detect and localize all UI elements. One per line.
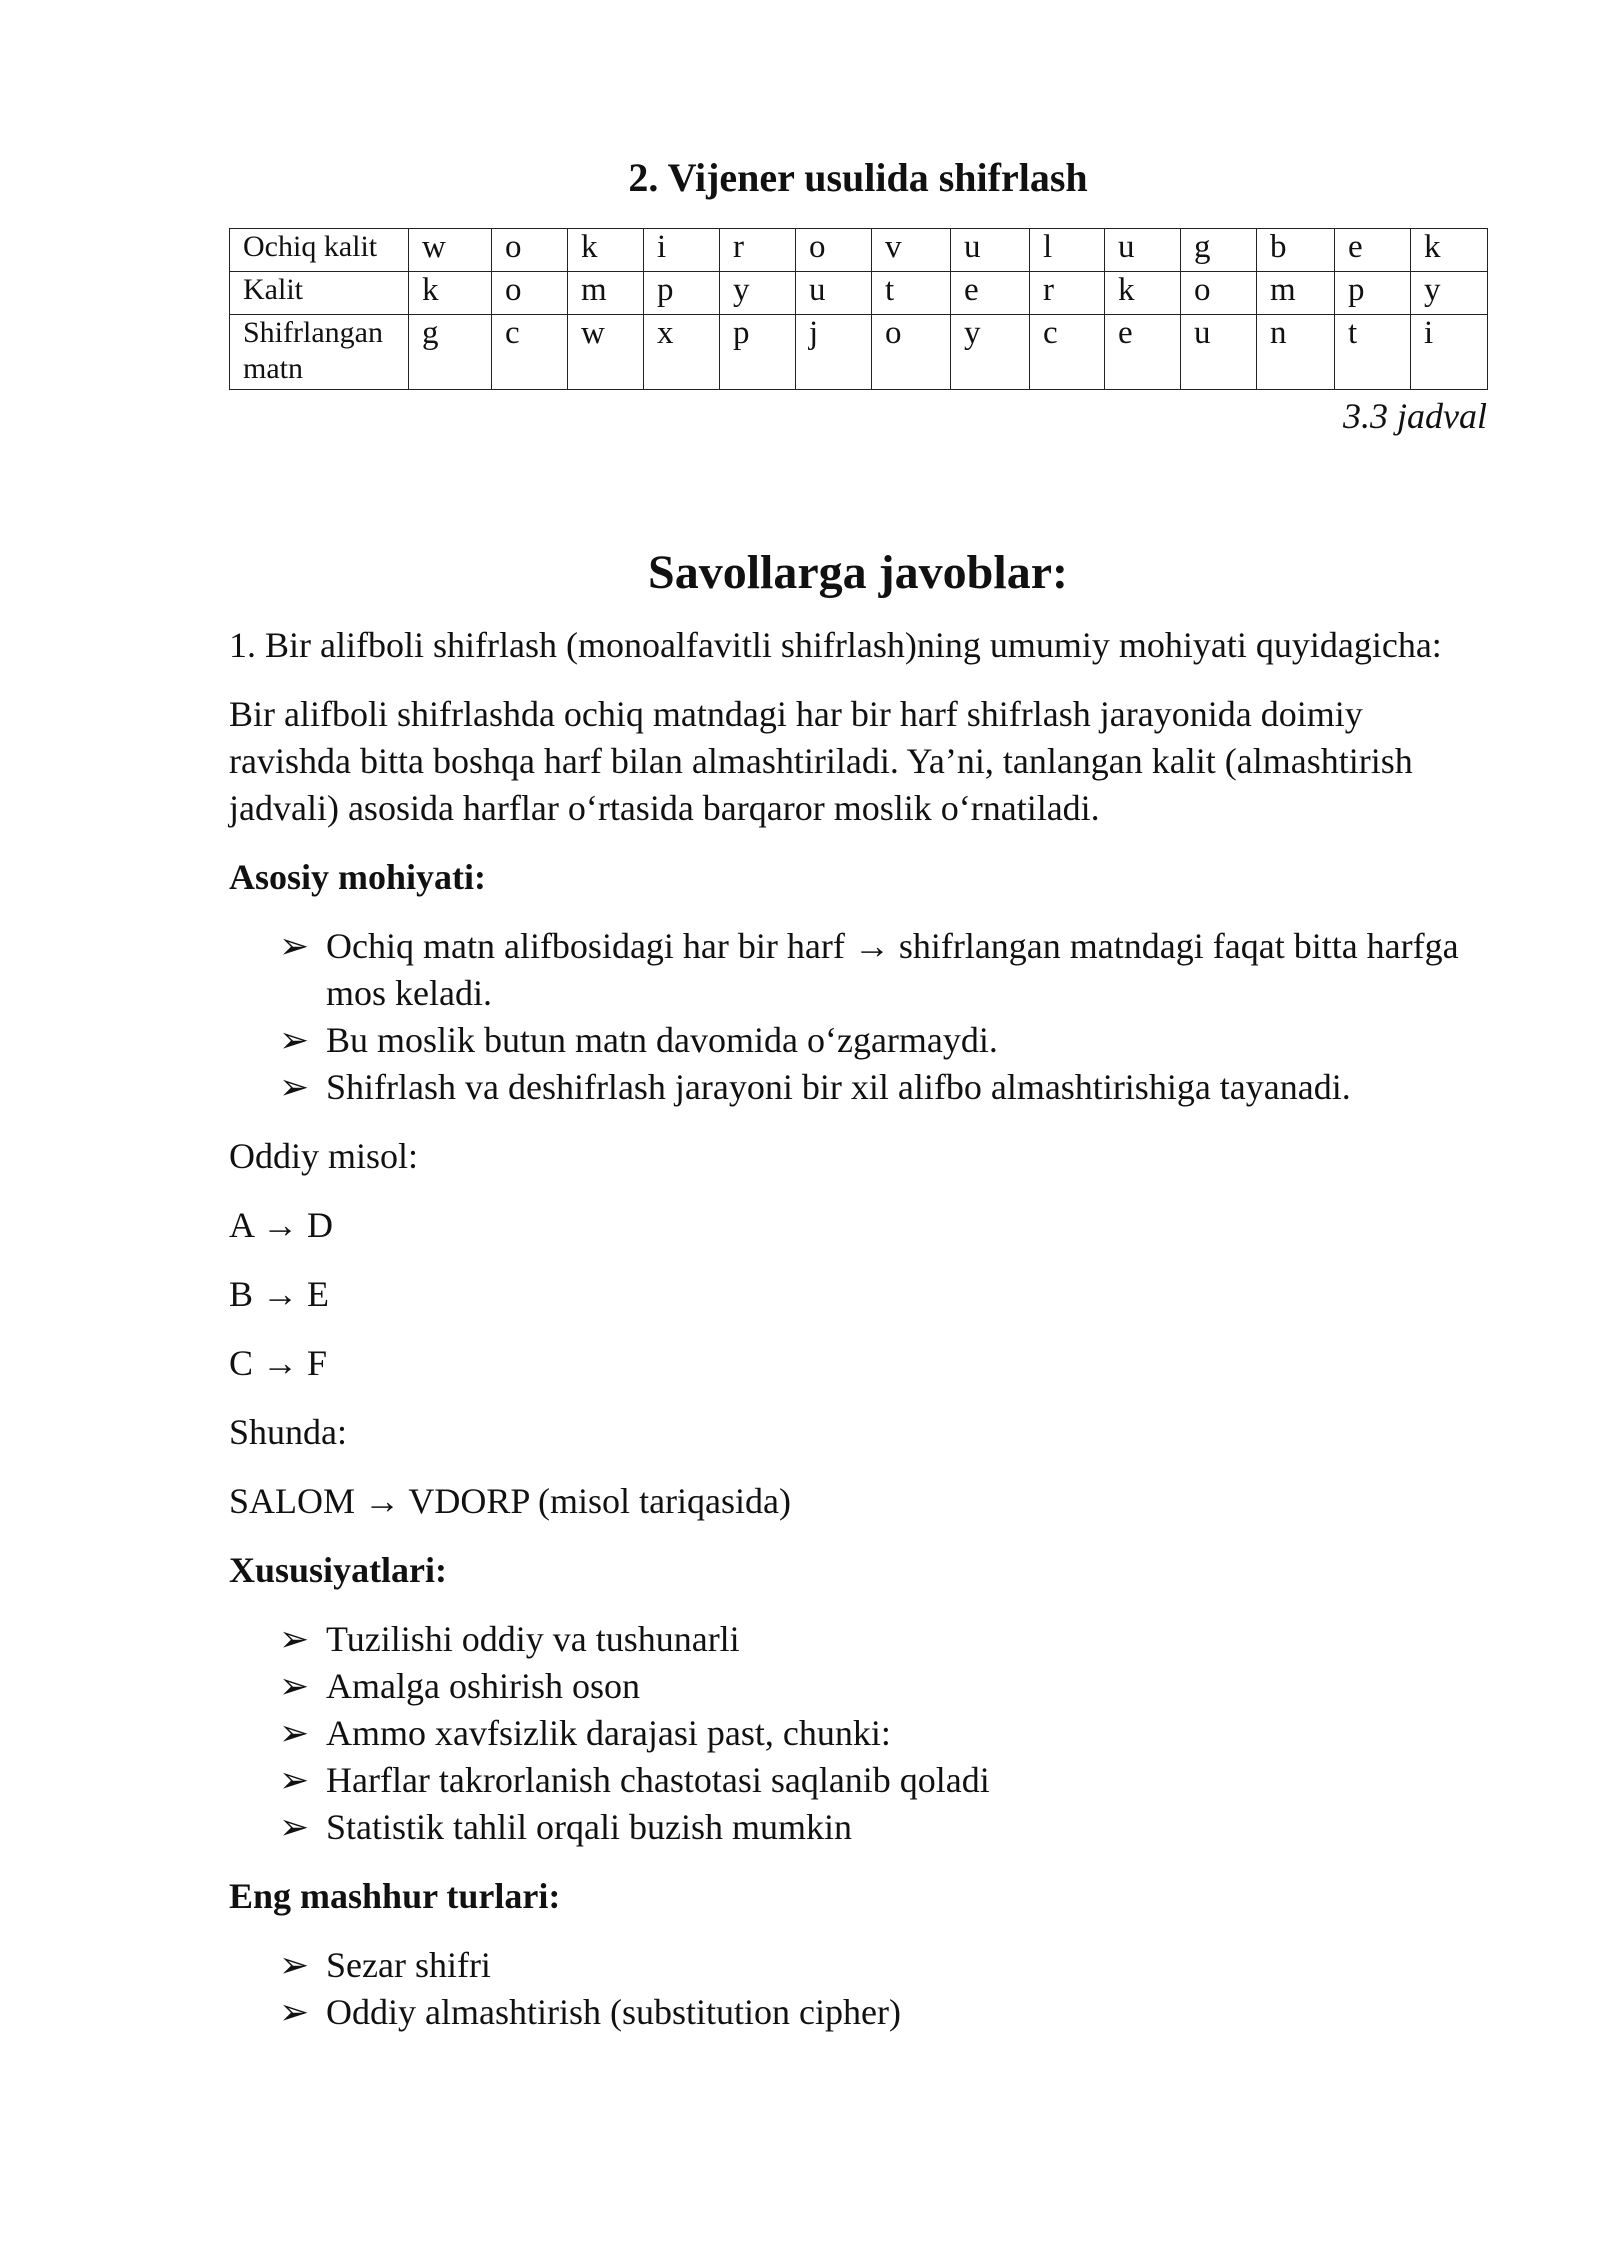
table-cell: n [1257, 315, 1335, 390]
table-cell: e [1335, 229, 1411, 272]
definition-paragraph: Bir alifboli shifrlashda ochiq matndagi har bir harf shifrlash jarayonida doimiy ravishda bitta boshqa harf bilan almashtiriladi. Ya’ni, tanlangan kalit (almashtirish jadvali) asosida harflar o‘rtasida barqaror moslik o‘rnatiladi. [229, 694, 1413, 828]
table-cell: b [1257, 229, 1335, 272]
table-cell: l [1030, 229, 1105, 272]
arrow-bullet-icon: ➢ [279, 1992, 310, 2032]
answer-body [229, 622, 1487, 2058]
table-cell: p [644, 272, 720, 315]
table-cell: j [796, 315, 872, 390]
example-line: A → D [229, 1205, 334, 1245]
list-item-text: Amalga oshirish oson [326, 1666, 640, 1706]
table-cell: o [492, 272, 568, 315]
essence-heading: Asosiy mohiyati: [229, 857, 487, 897]
table-cell: k [409, 272, 492, 315]
table-cell: o [872, 315, 951, 390]
properties-list [229, 1616, 1487, 1851]
table-cell: w [568, 315, 644, 390]
arrow-bullet-icon: ➢ [279, 926, 310, 966]
example-result: SALOM → VDORP (misol tariqasida) [229, 1481, 791, 1521]
table-cell: i [644, 229, 720, 272]
table-cell: g [409, 315, 492, 390]
table-cell: e [1105, 315, 1181, 390]
intro-paragraph: 1. Bir alifboli shifrlash (monoalfavitli shifrlash)ning umumiy mohiyati quyidagicha: [229, 625, 1442, 665]
table-cell: i [1411, 315, 1488, 390]
table-cell: x [644, 315, 720, 390]
arrow-bullet-icon: ➢ [279, 1713, 310, 1753]
list-item [279, 1942, 1487, 1989]
list-item [279, 1804, 1487, 1851]
table-cell: t [872, 272, 951, 315]
table-cell: g [1181, 229, 1257, 272]
table-cell: u [796, 272, 872, 315]
table-cell: w [409, 229, 492, 272]
table-cell: m [1257, 272, 1335, 315]
list-item [279, 1710, 1487, 1757]
list-item-text: Statistik tahlil orqali buzish mumkin [326, 1807, 852, 1847]
vigenere-table [229, 228, 1488, 390]
table-row [230, 229, 1488, 272]
table-cell: u [1105, 229, 1181, 272]
arrow-bullet-icon: ➢ [279, 1067, 310, 1107]
list-item-text: Ochiq matn alifbosidagi har bir harf → shifrlangan matndagi faqat bitta harfga mos keladi. [326, 926, 1459, 1013]
list-item-text: Oddiy almashtirish (substitution cipher) [326, 1992, 901, 2032]
table-cell: k [568, 229, 644, 272]
table-cell: k [1411, 229, 1488, 272]
table-cell: r [720, 229, 796, 272]
table-row [230, 272, 1488, 315]
table-cell: c [1030, 315, 1105, 390]
arrow-bullet-icon: ➢ [279, 1020, 310, 1060]
list-item [279, 923, 1487, 1017]
table-cell: y [951, 315, 1030, 390]
row-label: Ochiq kalit [230, 229, 409, 272]
example-line: C → F [229, 1343, 328, 1383]
list-item [279, 1064, 1487, 1111]
list-item-text: Ammo xavfsizlik darajasi past, chunki: [326, 1713, 891, 1753]
list-item [279, 1757, 1487, 1804]
example-line: B → E [229, 1274, 330, 1314]
table-cell: t [1335, 315, 1411, 390]
essence-list [229, 923, 1487, 1111]
list-item-text: Shifrlash va deshifrlash jarayoni bir xil alifbo almashtirishiga tayanadi. [326, 1067, 1351, 1107]
table-cell: m [568, 272, 644, 315]
table-cell: v [872, 229, 951, 272]
properties-heading: Xususiyatlari: [229, 1550, 448, 1590]
arrow-bullet-icon: ➢ [279, 1760, 310, 1800]
list-item-text: Sezar shifri [326, 1945, 491, 1985]
row-label: Shifrlangan matn [230, 315, 409, 390]
row-label: Kalit [230, 272, 409, 315]
table-cell: c [492, 315, 568, 390]
arrow-bullet-icon: ➢ [279, 1666, 310, 1706]
arrow-bullet-icon: ➢ [279, 1945, 310, 1985]
table-cell: k [1105, 272, 1181, 315]
arrow-bullet-icon: ➢ [279, 1619, 310, 1659]
list-item [279, 1616, 1487, 1663]
list-item-text: Harflar takrorlanish chastotasi saqlanib qoladi [326, 1760, 990, 1800]
list-item [279, 1989, 1487, 2036]
list-item [279, 1663, 1487, 1710]
section-title: 2. Vijener usulida shifrlash [628, 155, 1088, 200]
arrow-bullet-icon: ➢ [279, 1807, 310, 1847]
table-caption: 3.3 jadval [1343, 396, 1487, 436]
answers-title: Savollarga javoblar: [648, 546, 1068, 599]
table-cell: o [1181, 272, 1257, 315]
table-cell: u [951, 229, 1030, 272]
table-cell: o [796, 229, 872, 272]
list-item-text: Bu moslik butun matn davomida o‘zgarmaydi. [326, 1020, 998, 1060]
table-cell: u [1181, 315, 1257, 390]
table-cell: e [951, 272, 1030, 315]
table-cell: r [1030, 272, 1105, 315]
list-item [279, 1017, 1487, 1064]
table-cell: o [492, 229, 568, 272]
types-list [229, 1942, 1487, 2036]
then-label: Shunda: [229, 1412, 348, 1452]
types-heading: Eng mashhur turlari: [229, 1876, 561, 1916]
table-cell: y [1411, 272, 1488, 315]
table-cell: p [720, 315, 796, 390]
example-label: Oddiy misol: [229, 1136, 419, 1176]
table-row [230, 315, 1488, 390]
table-cell: p [1335, 272, 1411, 315]
list-item-text: Tuzilishi oddiy va tushunarli [326, 1619, 740, 1659]
table-cell: y [720, 272, 796, 315]
